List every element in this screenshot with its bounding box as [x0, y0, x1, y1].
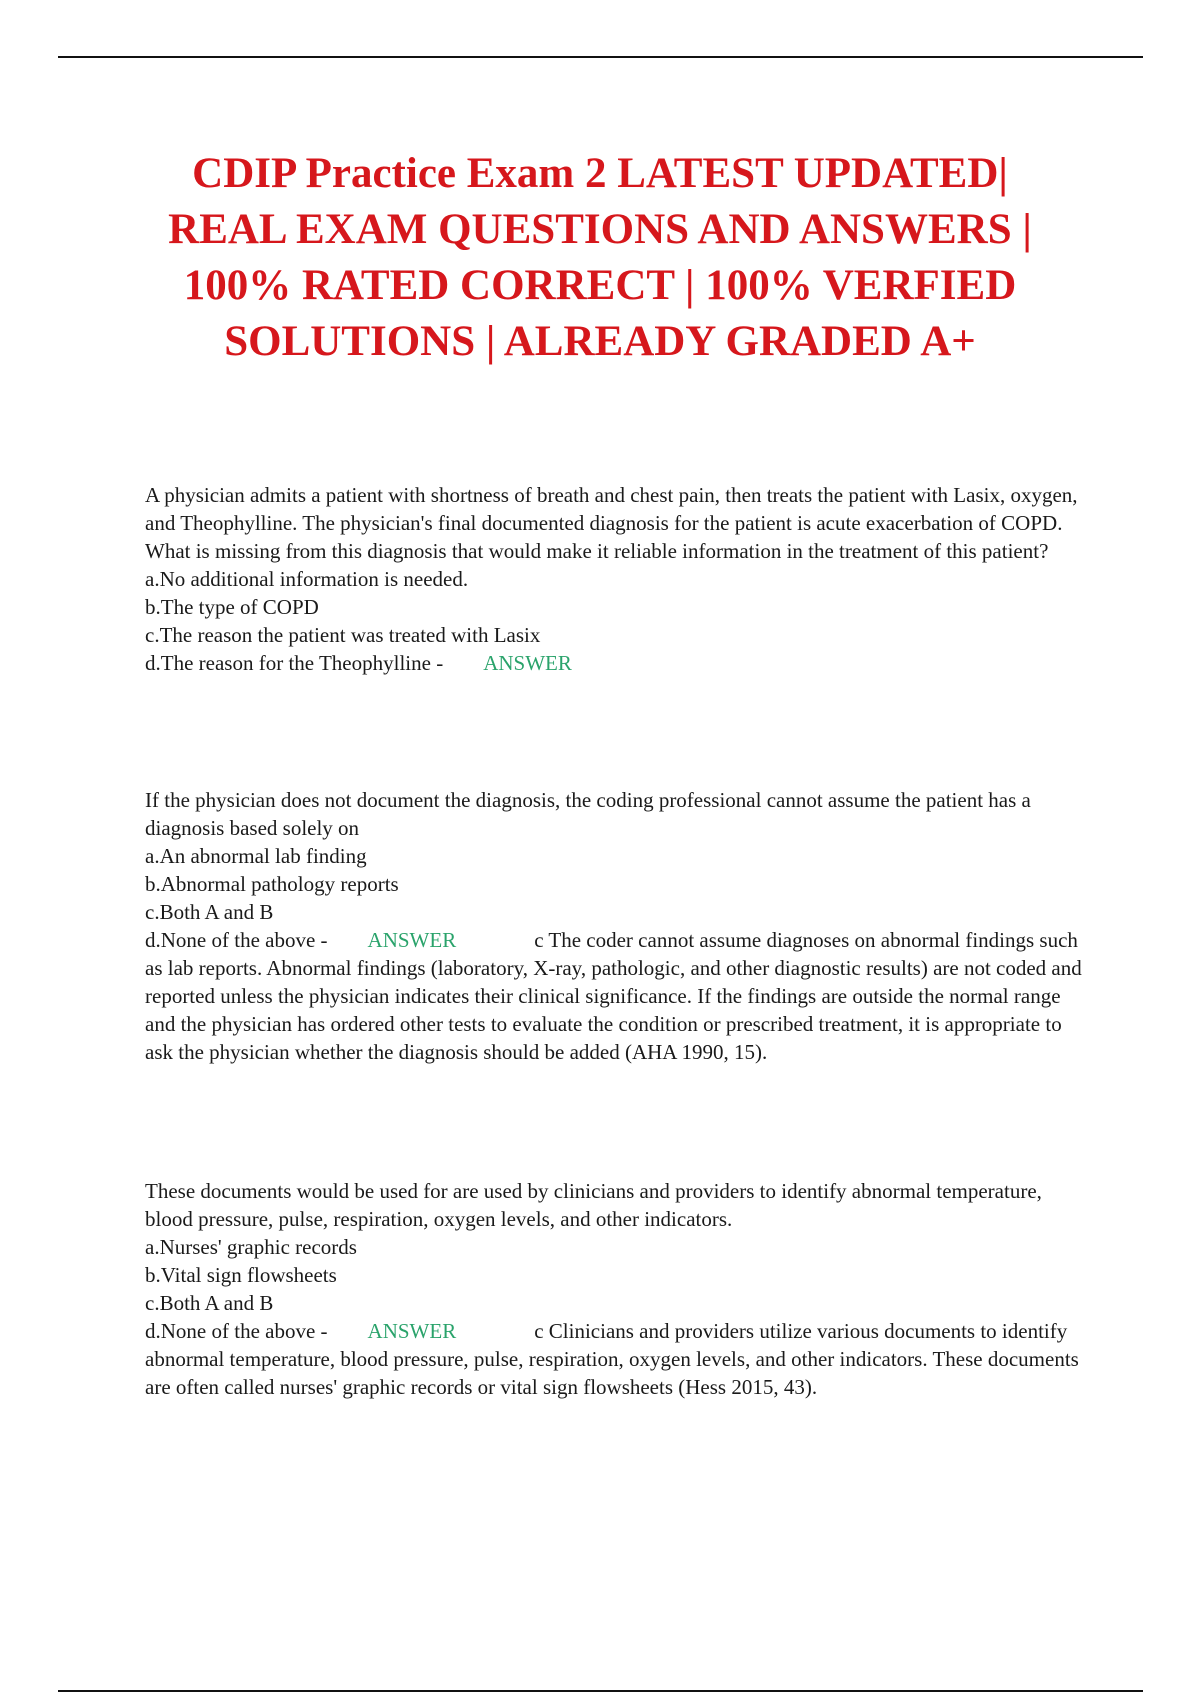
question-block-1: [145, 481, 1090, 677]
top-rule: [58, 56, 1143, 58]
option-c: c.Both A and B: [145, 1291, 274, 1315]
option-a: a.An abnormal lab finding: [145, 844, 367, 868]
question-stem: A physician admits a patient with shortness of breath and chest pain, then treats the patient with Lasix, oxygen, and Theophylline. The physician's final documented diagnosis for the patient is acute exacerbation of COPD. What is missing from this diagnosis that would make it reliable information in the treatment of this patient?: [145, 483, 1078, 563]
document-title: CDIP Practice Exam 2 LATEST UPDATED| REAL EXAM QUESTIONS AND ANSWERS | 100% RATED CORRECT | 100% VERFIED SOLUTIONS | ALREADY GRADED A+: [168, 150, 1032, 365]
option-c: c.The reason the patient was treated with Lasix: [145, 623, 541, 647]
answer-explanation: c The coder cannot assume diagnoses on abnormal findings such as lab reports. Abnormal findings (laboratory, X-ray, pathologic, and other diagnostic results) are not coded and reported unless the physician indicates their clinical significance. If the findings are outside the normal range and the physician has ordered other tests to evaluate the condition or prescribed treatment, it is appropriate to ask the physician whether the diagnosis should be added (AHA 1990, 15).: [145, 928, 1082, 1064]
answer-tag: ANSWER: [483, 651, 572, 675]
option-a: a.No additional information is needed.: [145, 567, 469, 591]
question-block-3: [145, 1177, 1090, 1401]
option-d-with-answer: [145, 1317, 1090, 1401]
option-b: b.Vital sign flowsheets: [145, 1263, 337, 1287]
option-d-line: [145, 649, 1090, 677]
option-c: c.Both A and B: [145, 900, 274, 924]
answer-tag: ANSWER: [367, 1319, 457, 1343]
bottom-rule: [58, 1690, 1143, 1692]
option-b: b.The type of COPD: [145, 595, 319, 619]
option-d-with-answer: [145, 926, 1090, 1066]
option-d: d.None of the above -: [145, 1319, 328, 1343]
option-d: d.The reason for the Theophylline -: [145, 651, 444, 675]
question-stem: These documents would be used for are used by clinicians and providers to identify abnormal temperature, blood pressure, pulse, respiration, oxygen levels, and other indicators.: [145, 1179, 1042, 1231]
answer-tag: ANSWER: [367, 928, 457, 952]
option-b: b.Abnormal pathology reports: [145, 872, 399, 896]
option-a: a.Nurses' graphic records: [145, 1235, 357, 1259]
option-d: d.None of the above -: [145, 928, 328, 952]
question-block-2: [145, 786, 1090, 1066]
question-stem: If the physician does not document the diagnosis, the coding professional cannot assume the patient has a diagnosis based solely on: [145, 788, 1031, 840]
answer-explanation: c Clinicians and providers utilize various documents to identify abnormal temperature, blood pressure, pulse, respiration, oxygen levels, and other indicators. These documents are often called nurses' graphic records or vital sign flowsheets (Hess 2015, 43).: [145, 1319, 1079, 1399]
